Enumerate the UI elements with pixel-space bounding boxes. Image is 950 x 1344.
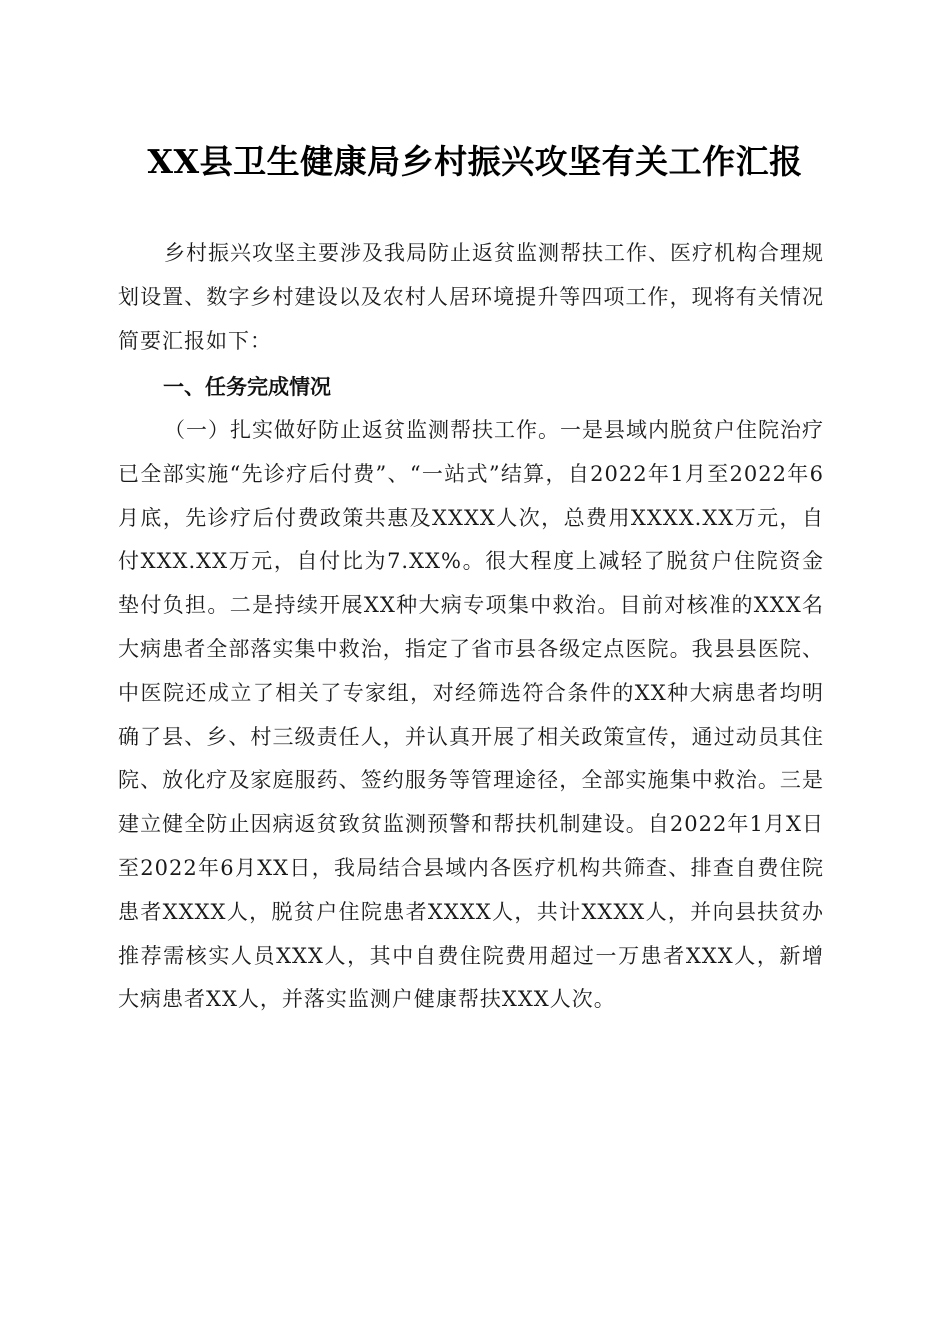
intro-text: 乡村振兴攻坚主要涉及我局防止返贫监测帮扶工作、医疗机构合理规划设置、数字乡村建设以及农村人居环境提升等四项工作，现将有关情况简要汇报如下： — [118, 241, 824, 353]
section-heading: 一、任务完成情况 — [163, 375, 331, 399]
subsection-paragraph — [118, 409, 824, 1022]
intro-paragraph — [118, 232, 824, 363]
subsection-lead: （一）扎实做好防止返贫监测帮扶工作。 — [164, 418, 560, 442]
subsection-body: 一是县域内脱贫户住院治疗已全部实施“先诊疗后付费”、“一站式”结算，自2022年1月至2022年6月底，先诊疗后付费政策共惠及XXXX人次，总费用XXXX.XX万元，自付XXX.XX万元，自付比为7.XX%。很大程度上减轻了脱贫户住院资金垫付负担。二是持续开展XX种大病专项集中救治。目前对核准的XXX名大病患者全部落实集中救治，指定了省市县各级定点医院。我县县医院、中医院还成立了相关了专家组，对经筛选符合条件的XX种大病患者均明确了县、乡、村三级责任人，并认真开展了相关政策宣传，通过动员其住院、放化疗及家庭服药、签约服务等管理途径，全部实施集中救治。三是建立健全防止因病返贫致贫监测预警和帮扶机制建设。自2022年1月X日至2022年6月XX日，我局结合县域内各医疗机构共筛查、排查自费住院患者XXXX人，脱贫户住院患者XXXX人，共计XXXX人，并向县扶贫办推荐需核实人员XXX人，其中自费住院费用超过一万患者XXX人，新增大病患者XX人，并落实监测户健康帮扶XXX人次。 — [118, 418, 824, 1012]
document-title: XX县卫生健康局乡村振兴攻坚有关工作汇报 — [147, 142, 803, 181]
